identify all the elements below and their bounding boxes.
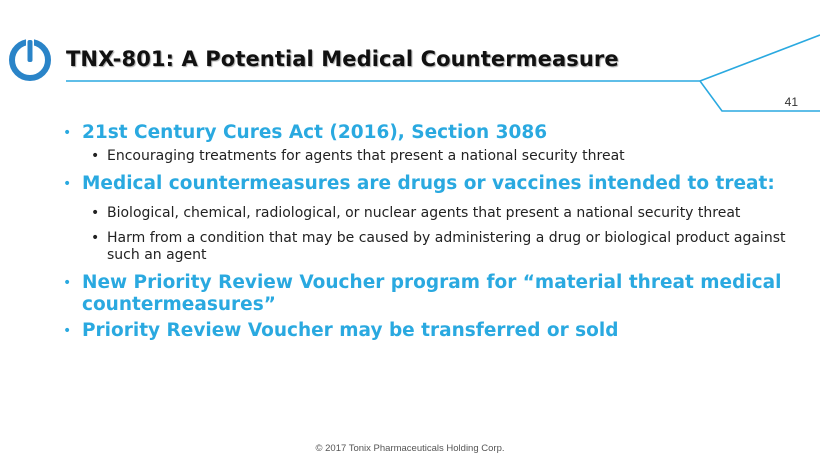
bullet-priority-review-program: • New Priority Review Voucher program for “material threat medical countermeasures”: [63, 272, 793, 316]
title-underline: [0, 0, 820, 120]
bullet-voucher-transfer: • Priority Review Voucher may be transferred or sold: [63, 320, 793, 342]
bullet-list: [63, 122, 793, 346]
sub-bullet-cbrn-agents: • Biological, chemical, radiological, or nuclear agents that present a national security threat: [91, 205, 793, 222]
bullet-medical-countermeasures: • Medical countermeasures are drugs or vaccines intended to treat:: [63, 173, 793, 195]
slide-title: TNX-801: A Potential Medical Countermeasure: [66, 47, 619, 71]
page-number: 41: [784, 95, 798, 109]
copyright-footer: © 2017 Tonix Pharmaceuticals Holding Corp.: [315, 443, 505, 454]
sub-bullet-national-security: • Encouraging treatments for agents that present a national security threat: [91, 148, 793, 165]
sub-bullet-harm-condition: • Harm from a condition that may be caused by administering a drug or biological product against such an agent: [91, 230, 793, 264]
bullet-cures-act: • 21st Century Cures Act (2016), Section 3086: [63, 122, 793, 144]
